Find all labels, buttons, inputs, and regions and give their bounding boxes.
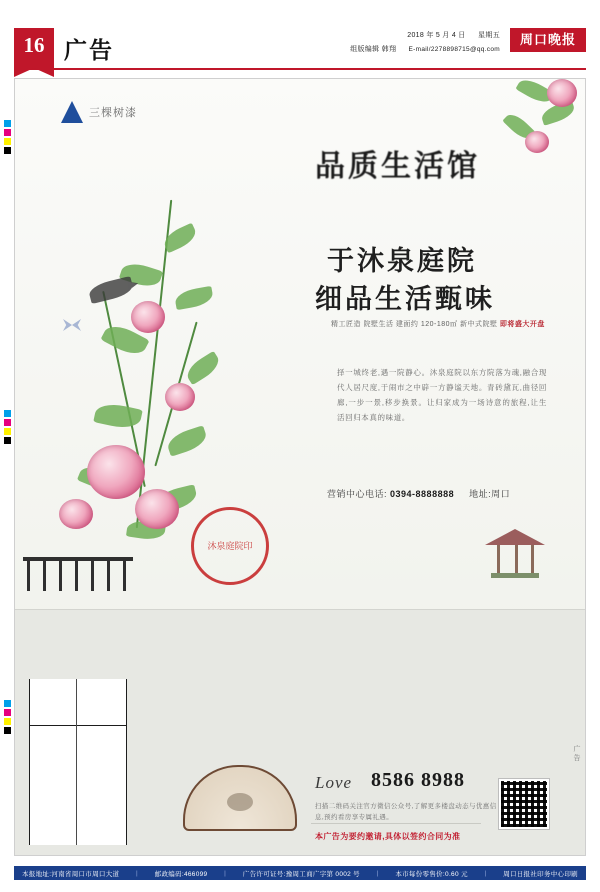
editor-line <box>350 44 500 54</box>
issue-date: 2018 年 5 月 4 日 <box>407 32 466 39</box>
registration-color-bar-middle <box>4 410 11 446</box>
ad-headline-note <box>331 319 551 331</box>
footer-item-license: 广告许可证号:豫周工商广字第 0002 号 <box>242 870 360 878</box>
bird-illustration <box>87 276 134 304</box>
registration-color-bar-top <box>4 120 11 156</box>
ad-note-text: 精工匠造 院墅生活 建面约 120-180㎡ 新中式院墅 <box>331 321 498 328</box>
editor-email[interactable]: E-mail/2278898715@qq.com <box>408 46 500 53</box>
advertisement <box>14 78 586 856</box>
red-seal: 沐泉庭院印 <box>191 507 269 585</box>
ad-headline: 品质生活馆 <box>315 150 480 183</box>
promo-script-text: Love <box>315 773 353 792</box>
registration-color-bar-bottom <box>4 700 11 736</box>
contact-phone: 0394-8888888 <box>390 489 455 499</box>
contact-label: 营销中心电话: <box>327 489 388 499</box>
promo-phone: 8586 8988 <box>371 769 465 791</box>
ad-contact-line <box>327 487 510 500</box>
promo-subtext: 扫描二维码关注官方微信公众号,了解更多楼盘动态与优惠信息,预约看房享专属礼遇。 <box>315 803 497 821</box>
editor-credit: 组版编辑 韩翔 <box>350 46 397 53</box>
footer-item-postcode: 邮政编码:466099 <box>154 870 208 878</box>
ad-note-highlight: 即将盛大开盘 <box>499 321 545 328</box>
brand-logo <box>61 101 137 123</box>
ad-subheadline-1: 于沐泉庭院 <box>327 246 477 276</box>
triangle-logo-icon <box>61 101 83 123</box>
ad-subheadline-2: 细品生活甄味 <box>315 284 495 314</box>
masthead-meta <box>350 30 500 54</box>
promo-disclaimer: 本广告为要约邀请,具体以签约合同为准 <box>315 832 461 841</box>
fence-illustration <box>23 557 133 599</box>
qr-code-icon[interactable] <box>499 779 549 829</box>
footer-divider-3: | <box>376 869 379 877</box>
footer-divider-1: | <box>135 869 138 877</box>
footer-divider-4: | <box>484 869 487 877</box>
butterfly-illustration <box>63 319 81 331</box>
issue-date-line <box>350 30 500 40</box>
masthead <box>14 28 586 70</box>
issue-weekday: 星期五 <box>478 32 500 39</box>
page-title: 广告 <box>64 38 114 63</box>
page-number-badge: 16 <box>14 28 54 68</box>
brand-name: 三棵树漆 <box>89 107 137 119</box>
footer-divider-2: | <box>224 869 227 877</box>
paper-logo: 周口晚报 <box>510 28 586 52</box>
pavilion-illustration <box>485 529 545 587</box>
footer-item-printer: 周口日报社印务中心印刷 <box>503 870 578 878</box>
footer-item-address: 本报地址:河南省周口市周口大道 <box>22 870 120 878</box>
promo-divider <box>311 823 481 824</box>
ad-body-copy: 择一城终老,遇一院静心。沐泉庭院以东方院落为魂,融合现代人居尺度,于闹市之中辟一方静谧天地。青砖黛瓦,曲径回廊,一步一景,移步换景。让归家成为一场诗意的旅程,让生活回归本真的味道。 <box>337 368 547 422</box>
footer-item-price: 本市每份零售价:0.60 元 <box>395 870 468 878</box>
advertisement-tag: 广告 <box>573 745 580 763</box>
contact-address: 地址:周口 <box>469 489 511 499</box>
column-rule-block <box>29 679 127 845</box>
footer-bar <box>14 866 586 880</box>
